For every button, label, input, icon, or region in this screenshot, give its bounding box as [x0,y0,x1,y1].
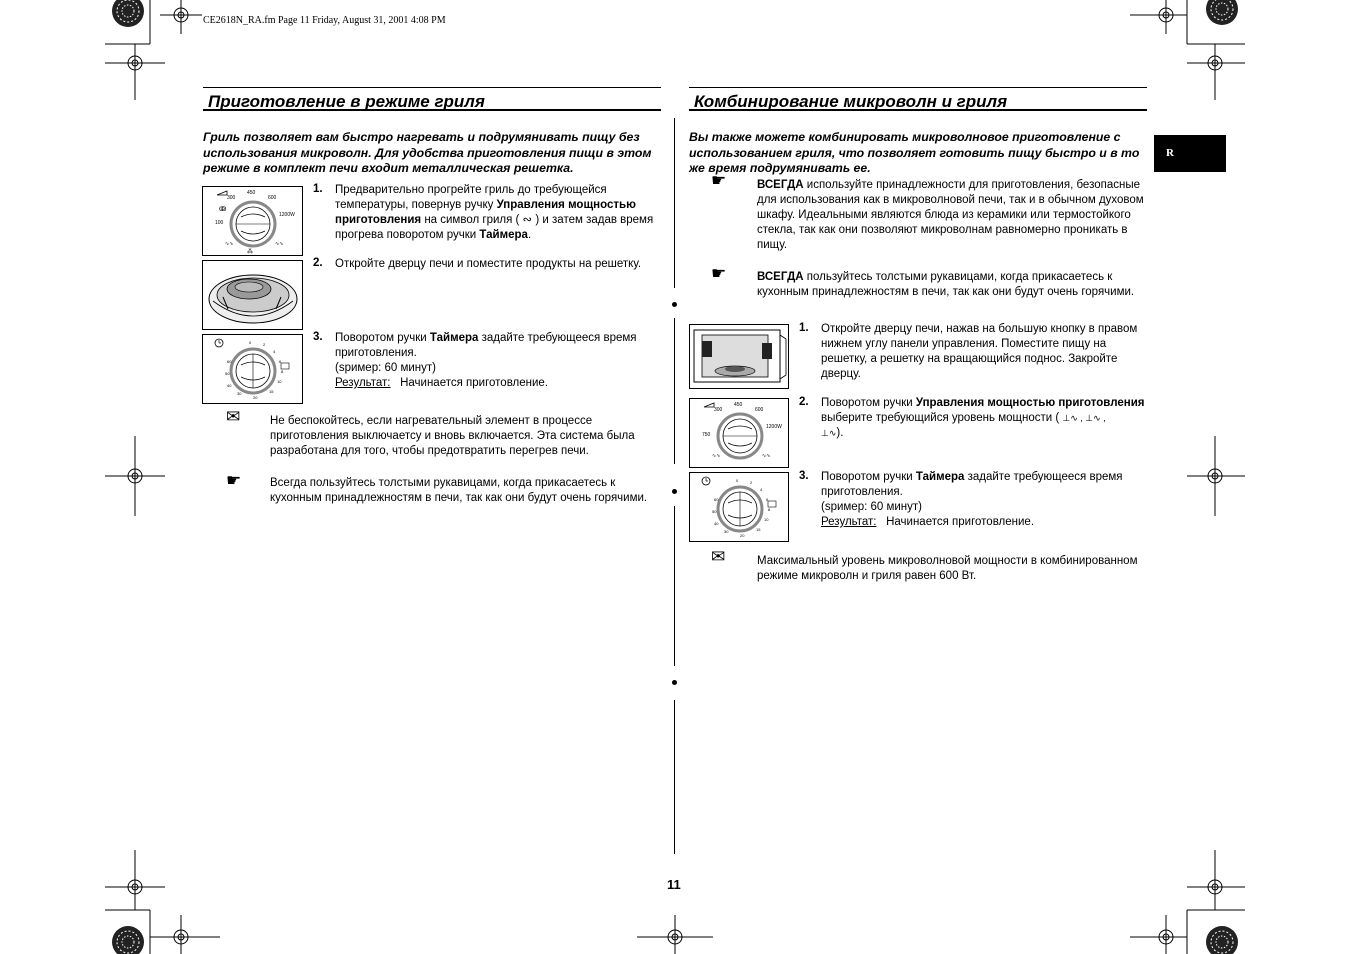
power-control-name: Управления мощностью приготовления [335,199,636,226]
envelope-icon: ✉ [226,407,241,426]
page-number: 11 [667,877,681,892]
language-tab-label: R [1166,147,1174,159]
dial-label: 100 [215,220,224,226]
step-number: 2. [313,257,323,269]
divider-dot [672,680,677,685]
dial-label: 450 [247,190,256,196]
step-number: 1. [799,322,809,334]
svg-text:⁂: ⁂ [247,249,253,255]
svg-text:30: 30 [237,391,242,396]
svg-text:60: 60 [227,359,232,364]
svg-text:40: 40 [714,521,719,526]
grill-rack-figure [202,260,303,330]
starburst-mark [112,0,144,27]
combi-note: Максимальный уровень микроволновой мощности в комбинированном режиме микроволн и гриля равен 600 Вт. [757,555,1138,582]
result-label: Результат: [335,377,391,389]
svg-text:∿∿: ∿∿ [225,241,234,247]
svg-text:2: 2 [750,480,753,485]
dial-label: 750 [702,432,711,438]
svg-text:60: 60 [714,497,719,502]
svg-text:10: 10 [277,379,282,384]
svg-text:∿∿: ∿∿ [275,241,284,247]
step-example: (ѕример: 60 минут) [335,362,437,374]
column-divider [674,118,675,288]
combi-warning-2: ВСЕГДА пользуйтесь толстыми рукавицами, когда прикасаетесь к кухонным принадлежностям в печи, так как они будут очень горячими. [757,271,1135,298]
svg-text:50: 50 [712,509,717,514]
combi-step-2: Поворотом ручки Управления мощностью приготовления выберите требующийся уровень мощности ( ⊥∿ , ⊥∿ , ⊥∿). [821,397,1145,439]
step-text: на символ гриля ( [421,214,523,226]
result-text: Начинается приготовление. [886,516,1035,528]
combi-step-1: Откройте дверцу печи, нажав на большую кнопку в правом нижнем углу панели управления. Поместите пищу на решетку, а решетку на вращающийся поднос. Закройте дверцу. [821,323,1138,380]
timer-dial-figure [689,472,789,542]
step-text: ) и затем задав время прогрева поворотом ручки [335,214,654,241]
svg-text:ↂ: ↂ [219,207,227,213]
grill-step-1: Предварительно прогрейте гриль до требующейся температуры, повернув ручку Управления мощностью приготовления на символ гриля ( ∾ ) и затем задав время прогрева поворотом ручки Таймера. [335,184,654,241]
timer-dial-figure [202,334,303,404]
dial-label: 600 [268,195,277,201]
column-divider [674,700,675,854]
always-label: ВСЕГДА [757,179,804,191]
grill-step-3: Поворотом ручки Таймера задайте требующееся время приготовления. (ѕример: 60 минут) Результат: Начинается приготовление. [335,332,637,389]
combi-intro: Вы также можете комбинировать микроволновое приготовление с использованием гриля, что позволяет готовить пищу быстро и в то же время подрумянивать ее. [689,130,1140,175]
dial-label: 450 [734,402,743,408]
result-label: Результат: [821,516,877,528]
pointing-hand-icon: ☛ [226,471,242,490]
registration-mark [160,0,202,34]
power-dial-figure [202,186,303,256]
power-control-name: Управления мощностью приготовления [915,397,1145,409]
always-label: ВСЕГДА [757,271,804,283]
dial-label: 300 [714,407,723,413]
svg-text:0: 0 [736,478,739,483]
svg-text:6: 6 [279,359,282,364]
svg-text:0: 0 [249,340,252,345]
step-number: 3. [313,331,323,343]
step-number: 3. [799,470,809,482]
svg-text:30: 30 [724,529,729,534]
timer-control-name: Таймера [479,229,528,241]
step-text: Предварительно прогрейте гриль до требующейся температуры, повернув ручку [335,184,607,211]
svg-text:4: 4 [273,349,276,354]
dial-label: 1200W [279,212,295,218]
svg-text:50: 50 [225,371,230,376]
grill-intro: Гриль позволяет вам быстро нагревать и подрумянивать пищу без использования микроволн. Для удобства приготовления пищи в этом режиме в комплект печи входит металлическая решетка. [203,130,652,175]
svg-text:15: 15 [269,389,274,394]
svg-text:20: 20 [253,395,258,400]
svg-text:15: 15 [756,527,761,532]
grill-warning: Всегда пользуйтесь толстыми рукавицами, когда прикасаетесь к кухонным принадлежностям в печи, так как они будут очень горячими. [270,477,648,504]
dial-label: 300 [227,195,236,201]
step-number: 2. [799,396,809,408]
combi-warning-1: ВСЕГДА используйте принадлежности для приготовления, безопасные для использования как в микроволновой печи, так и в обычном духовом шкафу. Идеальными являются блюда из керамики или термостойкого стекла, так как они позволяют микроволнам равномерно проникать в пищу. [757,179,1144,251]
oven-open-figure [689,324,789,389]
svg-text:10: 10 [764,517,769,522]
power-dial-figure [689,398,789,468]
svg-text:∿∿: ∿∿ [762,453,771,459]
divider-dot [672,302,677,307]
column-divider [674,318,675,464]
step-number: 1. [313,183,323,195]
dial-label: 600 [755,407,764,413]
combi-step-3: Поворотом ручки Таймера задайте требующееся время приготовления. (ѕример: 60 минут) Результат: Начинается приготовление. [821,471,1123,528]
svg-text:20: 20 [740,533,745,538]
timer-control-name: Таймера [915,471,965,483]
column-divider [674,506,675,666]
timer-control-name: Таймера [429,332,479,344]
svg-text:8: 8 [768,507,771,512]
svg-text:∿∿: ∿∿ [712,453,721,459]
svg-text:4: 4 [760,487,763,492]
grill-symbol-icon: ∾ [522,214,533,226]
svg-text:8: 8 [281,369,284,374]
envelope-icon: ✉ [711,547,726,566]
language-tab [1154,135,1226,172]
svg-text:6: 6 [766,497,769,502]
step-example: (ѕример: 60 минут) [821,501,923,513]
grill-note: Не беспокойтесь, если нагревательный элемент в процессе приготовления выключаетсу и вновь включается. Эта система была разработана для того, чтобы предотвратить перегрев печи. [270,415,635,457]
dial-label: 1200W [766,424,782,430]
divider-dot [672,489,677,494]
result-text: Начинается приготовление. [400,377,549,389]
grill-step-2: Откройте дверцу печи и поместите продукты на решетку. [335,258,642,270]
pointing-hand-icon: ☛ [711,264,727,283]
pointing-hand-icon: ☛ [711,171,727,190]
file-info-header: CE2618N_RA.fm Page 11 Friday, August 31, 2001 4:08 PM [203,15,446,26]
combi-level-icon: ⊥∿ , ⊥∿ , ⊥∿ [821,413,1106,438]
grill-section-title: Приготовление в режиме гриля [203,87,661,111]
svg-text:2: 2 [263,342,266,347]
combi-section-title: Комбинирование микроволн и гриля [689,87,1147,111]
svg-text:40: 40 [227,383,232,388]
